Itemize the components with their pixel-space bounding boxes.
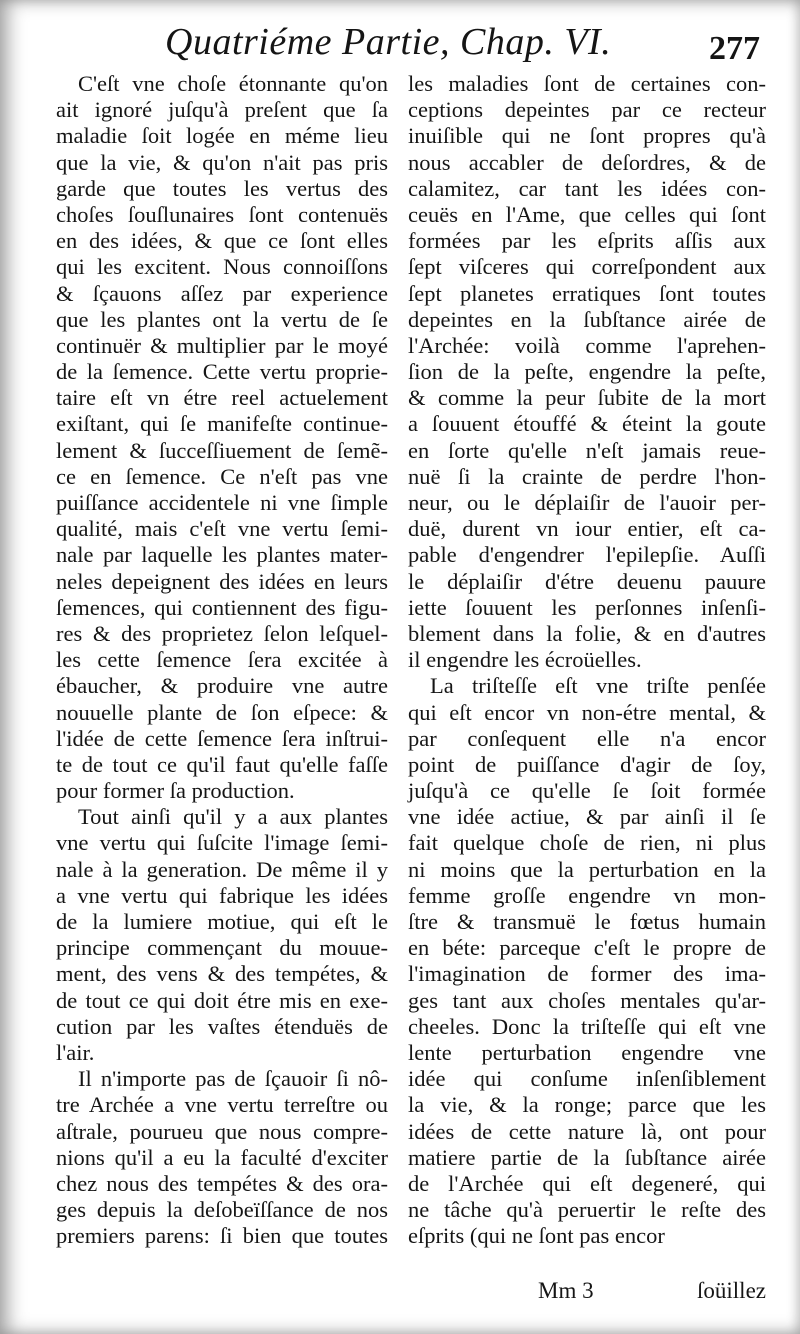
text-line: chez nous des tempétes & des ora-	[56, 1170, 388, 1196]
text-line: La triſteſſe eſt vne triſte penſée	[430, 673, 766, 699]
text-line: res & des proprietez ſelon leſquel-	[56, 620, 388, 646]
text-line: a vne vertu qui fabrique les idées	[56, 882, 388, 908]
text-line: nale par laquelle les plantes mater-	[56, 542, 388, 568]
text-line: de tout ce qui doit étre mis en exe-	[56, 987, 388, 1013]
text-line: Il n'importe pas de ſçauoir ſi nô-	[78, 1066, 388, 1092]
text-line: nions qu'il a eu la faculté d'exciter	[56, 1144, 388, 1170]
running-title: Quatriéme Partie, Chap. VI.	[165, 21, 612, 63]
text-line: nouuelle plante de ſon eſpece: &	[56, 699, 388, 725]
text-line: idées de cette nature là, ont pour	[408, 1118, 766, 1144]
text-line: eſprits (qui ne ſont pas encor	[408, 1223, 665, 1249]
text-line: garde que toutes les vertus des	[56, 175, 388, 201]
text-line: C'eſt vne choſe étonnante qu'on	[78, 71, 388, 96]
text-line: l'idée de cette ſemence ſera inſtrui-	[56, 725, 388, 751]
page-number: 277	[709, 30, 760, 67]
text-line: matiere partie de la ſubſtance airée	[408, 1144, 766, 1170]
text-line: ſept planetes erratiques ſont toutes	[408, 280, 766, 306]
text-line: vne vertu qui ſuſcite l'image ſemi-	[56, 830, 388, 856]
text-line: il engendre les écroüelles.	[408, 647, 642, 673]
text-line: ceuës en l'Ame, que celles qui ſont	[408, 201, 766, 227]
text-line: exiſtant, qui ſe manifeſte continue-	[56, 411, 388, 437]
text-line: ne tâche qu'à peruertir le reſte des	[408, 1197, 766, 1223]
text-line: pour former ſa production.	[56, 778, 295, 804]
text-line: ſtre & transmuë le fœtus humain	[408, 909, 766, 934]
text-line: inuiſible qui ne ſont propres qu'à	[408, 123, 766, 149]
text-line: blement dans la folie, & en d'autres	[408, 620, 766, 646]
text-line: cheeles. Donc la triſteſſe qui eſt vne	[408, 1013, 766, 1039]
page-footer	[408, 1278, 766, 1308]
text-line: par conſequent elle n'a encor	[408, 725, 766, 751]
text-line: a ſouuent étouffé & éteint la goute	[408, 411, 766, 437]
text-line: ſion de la peſte, engendre la peſte,	[408, 359, 766, 385]
text-line: en des idées, & que ce ſont elles	[56, 228, 388, 254]
text-line: l'air.	[56, 1039, 95, 1065]
text-line: ce en ſemence. Ce n'eſt pas vne	[56, 463, 388, 489]
text-line: neur, ou le déplaiſir de l'auoir per-	[408, 490, 766, 515]
text-line: & ſçauons aſſez par experience	[56, 280, 388, 306]
running-head	[165, 18, 770, 70]
text-line: vne idée actiue, & par ainſi il ſe	[408, 804, 766, 830]
text-line: pable d'engendrer l'epilepſie. Auſſi	[408, 542, 766, 568]
text-line: formées par les eſprits aſſis aux	[408, 228, 766, 254]
text-line: en ſorte qu'elle n'eſt jamais reue-	[408, 437, 766, 463]
text-line: ceptions depeintes par ce recteur	[408, 97, 766, 123]
text-line: puiſſance accidentele ni vne ſimple	[56, 490, 388, 515]
text-line: qualité, mais c'eſt vne vertu ſemi-	[56, 516, 388, 542]
text-line: calamitez, car tant les idées con-	[408, 175, 766, 201]
text-line: qui les excitent. Nous connoiſſons	[56, 254, 388, 280]
text-line: ébaucher, & produire vne autre	[56, 673, 388, 699]
text-line: en béte: parceque c'eſt le propre de	[408, 935, 766, 961]
text-line: lente perturbation engendre vne	[408, 1039, 766, 1065]
text-line: ait ignoré juſqu'à preſent que ſa	[56, 97, 388, 123]
text-line: duë, durent vn iour entier, eſt ca-	[408, 516, 766, 542]
text-line: & comme la peur ſubite de la mort	[408, 385, 766, 411]
text-line: les cette ſemence ſera excitée à	[56, 647, 388, 673]
text-line: neles depeignent des idées en leurs	[56, 568, 388, 594]
text-line: ges tant aux choſes mentales qu'ar-	[408, 987, 766, 1013]
text-line: de la ſemence. Cette vertu proprie-	[56, 359, 388, 385]
text-line: tre Archée a vne vertu terreſtre ou	[56, 1092, 388, 1118]
text-line: ges depuis la deſobeïſſance de nos	[56, 1197, 388, 1223]
text-line: maladie ſoit logée en méme lieu	[56, 123, 388, 149]
text-line: choſes ſouſlunaires ſont contenuës	[56, 201, 388, 227]
text-line: nale à la generation. De même il y	[56, 856, 388, 882]
text-line: de la lumiere motiue, qui eſt le	[56, 909, 388, 934]
text-line: qui eſt encor vn non-étre mental, &	[408, 699, 766, 725]
text-line: Tout ainſi qu'il y a aux plantes	[78, 804, 388, 830]
text-line: lement & ſucceſſiuement de ſemẽ-	[56, 437, 388, 463]
text-line: premiers parens: ſi bien que toutes	[56, 1223, 388, 1249]
text-line: les maladies ſont de certaines con-	[408, 71, 766, 96]
text-line: continuër & multiplier par le moyé	[56, 332, 388, 358]
text-line: ſemences, qui contiennent des figu-	[56, 594, 388, 620]
right-column	[408, 71, 766, 1249]
text-line: iette ſouuent les perſonnes inſenſi-	[408, 594, 766, 620]
text-line: aſtrale, pourueu que nous compre-	[56, 1118, 388, 1144]
text-line: juſqu'à ce qu'elle ſe ſoit formée	[408, 778, 766, 804]
text-line: cution par les vaſtes étenduës de	[56, 1013, 388, 1039]
text-line: le déplaiſir d'étre deuenu pauure	[408, 568, 766, 594]
text-line: l'Archée: voilà comme l'aprehen-	[408, 332, 766, 358]
text-line: fait quelque choſe de rien, ni plus	[408, 830, 766, 856]
text-line: femme groſſe engendre vn mon-	[408, 882, 766, 908]
text-line: taire eſt vn étre reel actuelement	[56, 385, 388, 411]
text-line: ment, des vens & des tempétes, &	[56, 961, 388, 987]
catchword: ſoüillez	[697, 1278, 766, 1303]
left-column	[56, 71, 388, 1249]
text-line: l'imagination de former des ima-	[408, 961, 766, 987]
text-line: point de puiſſance d'agir de ſoy,	[408, 751, 766, 777]
text-line: idée qui conſume inſenſiblement	[408, 1066, 766, 1092]
text-line: ſept viſceres qui correſpondent aux	[408, 254, 766, 280]
text-line: te de tout ce qu'il faut qu'elle faſſe	[56, 751, 388, 777]
text-line: ni moins que la perturbation en la	[408, 856, 766, 882]
text-line: nous accabler de deſordres, & de	[408, 149, 766, 175]
text-line: de l'Archée qui eſt degeneré, qui	[408, 1170, 766, 1196]
signature-mark: Mm 3	[538, 1278, 594, 1303]
text-line: principe commençant du mouue-	[56, 935, 388, 961]
text-line: depeintes en la ſubſtance airée de	[408, 306, 766, 332]
text-line: nuë ſi la crainte de perdre l'hon-	[408, 463, 766, 489]
text-line: la vie, & la ronge; parce que les	[408, 1092, 766, 1118]
text-line: que les plantes ont la vertu de ſe	[56, 306, 388, 332]
text-line: que la vie, & qu'on n'ait pas pris	[56, 149, 388, 175]
